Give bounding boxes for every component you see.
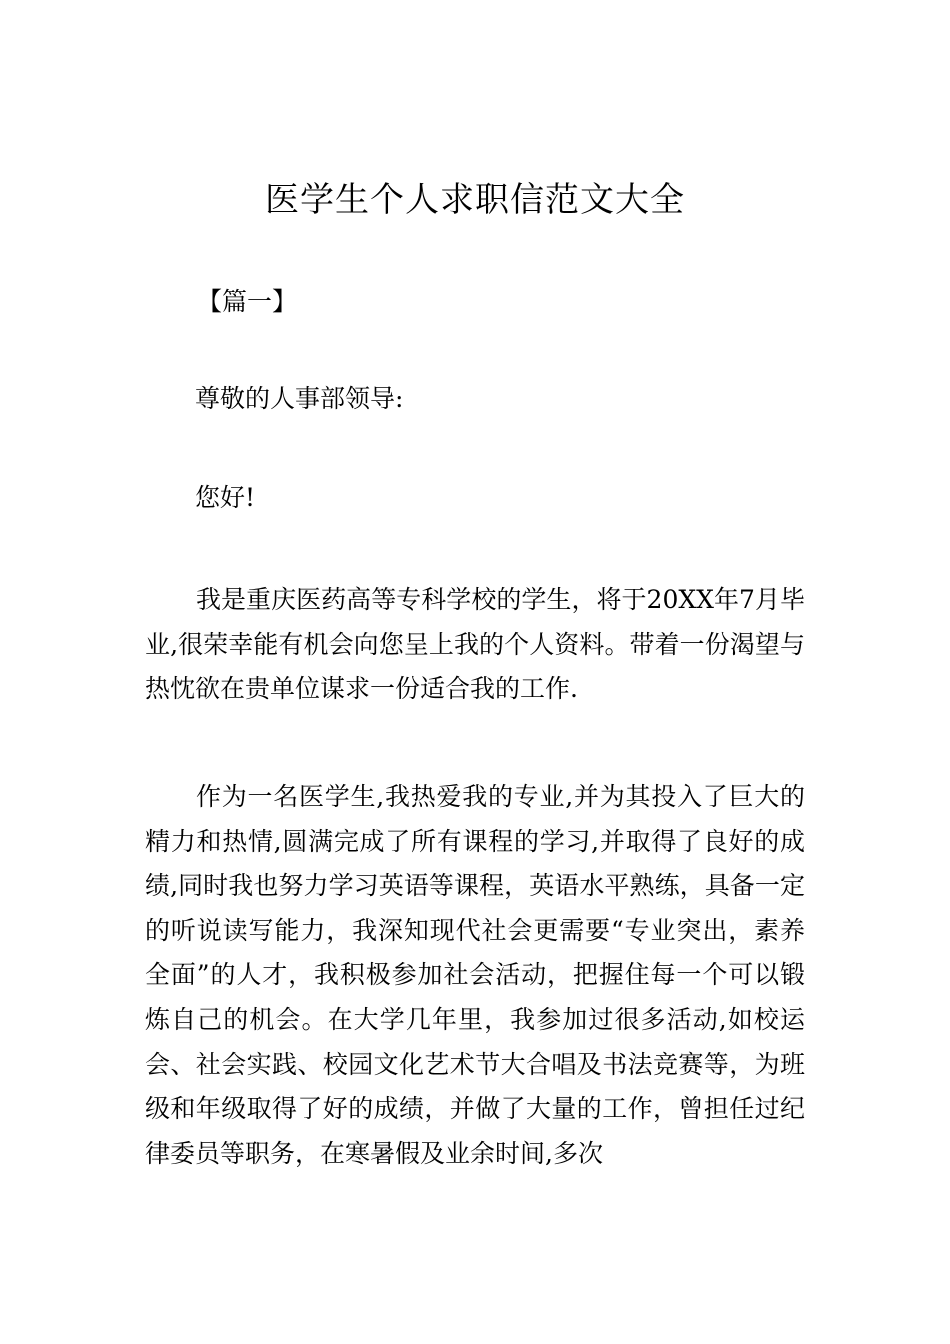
paragraph-1: 我是重庆医药高等专科学校的学生，将于20XX年7月毕业,很荣幸能有机会向您呈上我的个人资料。带着一份渴望与热忱欲在贵单位谋求一份适合我的工作. — [145, 585, 805, 704]
salutation: 尊敬的人事部领导: — [195, 384, 404, 413]
greeting: 您好! — [195, 483, 256, 512]
document-title: 医学生个人求职信范文大全 — [265, 180, 685, 220]
section-label: 【篇一】 — [197, 287, 298, 316]
paragraph-2: 作为一名医学生,我热爱我的专业,并为其投入了巨大的精力和热情,圆满完成了所有课程的学习,并取得了良好的成绩,同时我也努力学习英语等课程，英语水平熟练，具备一定的听说读写能力，我深知现代社会更需要“专业突出，素养全面”的人才，我积极参加社会活动，把握住每一个可以锻炼自己的机会。在大学几年里，我参加过很多活动,如校运会、社会实践、校园文化艺术节大合唱及书法竞赛等，为班级和年级取得了好的成绩，并做了大量的工作，曾担任过纪律委员等职务，在寒暑假及业余时间,多次 — [145, 782, 805, 1168]
